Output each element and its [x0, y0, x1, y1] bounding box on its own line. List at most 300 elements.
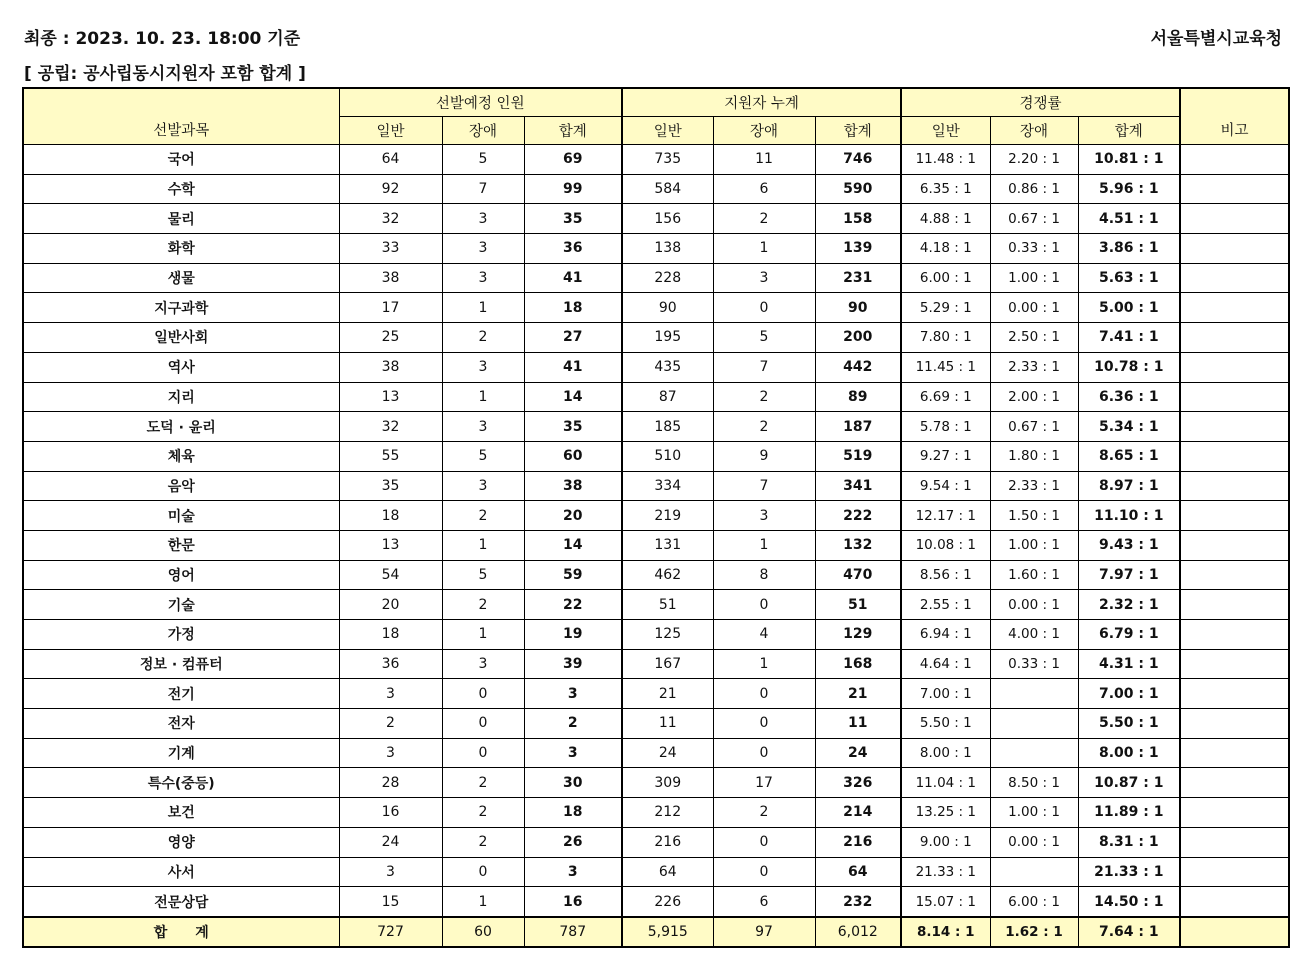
applicants-general-cell: 90 [622, 293, 713, 323]
table-row [23, 857, 1289, 887]
quota-disabled-cell: 1 [442, 530, 524, 560]
ratio-general-cell: 6.00 : 1 [901, 263, 990, 293]
quota-general-cell: 15 [339, 887, 442, 917]
note-cell [1180, 293, 1289, 323]
table-row [23, 620, 1289, 650]
applicants-total-cell: 231 [815, 263, 901, 293]
ratio-disabled-cell: 1.00 : 1 [990, 263, 1078, 293]
applicants-total-cell: 187 [815, 412, 901, 442]
quota-general-cell: 3 [339, 679, 442, 709]
table-row [23, 887, 1289, 917]
table-row [23, 174, 1289, 204]
ratio-general-cell: 8.56 : 1 [901, 560, 990, 590]
quota-general-cell: 25 [339, 323, 442, 353]
quota-general-cell: 16 [339, 798, 442, 828]
applicants-disabled-cell: 3 [713, 501, 815, 531]
applicants-total-cell: 168 [815, 649, 901, 679]
quota-total-cell: 18 [524, 293, 622, 323]
ratio-disabled-cell: 2.33 : 1 [990, 471, 1078, 501]
applicants-general-cell: 138 [622, 234, 713, 264]
ratio-disabled-cell: 0.67 : 1 [990, 412, 1078, 442]
applicants-total-cell: 90 [815, 293, 901, 323]
ratio-general-cell: 5.50 : 1 [901, 709, 990, 739]
ratio-general-cell: 7.00 : 1 [901, 679, 990, 709]
applicants-disabled-cell: 1 [713, 234, 815, 264]
ratio-total-cell: 7.00 : 1 [1078, 679, 1180, 709]
col-header-note: 비고 [1180, 88, 1289, 145]
col-header-quota-general: 일반 [339, 117, 442, 145]
subject-cell: 일반사회 [23, 323, 339, 353]
quota-total-cell: 27 [524, 323, 622, 353]
ratio-disabled-cell [990, 857, 1078, 887]
subject-cell: 특수(중등) [23, 768, 339, 798]
table-row [23, 798, 1289, 828]
applicants-total-cell: 11 [815, 709, 901, 739]
note-cell [1180, 768, 1289, 798]
quota-disabled-cell: 0 [442, 679, 524, 709]
quota-disabled-cell: 5 [442, 560, 524, 590]
quota-total-cell: 35 [524, 204, 622, 234]
applicants-total-cell: 216 [815, 827, 901, 857]
applicants-total-cell: 470 [815, 560, 901, 590]
col-header-quota-total: 합계 [524, 117, 622, 145]
ratio-general-cell: 5.78 : 1 [901, 412, 990, 442]
note-cell [1180, 798, 1289, 828]
ratio-total-cell: 5.50 : 1 [1078, 709, 1180, 739]
total-quota-disabled-cell: 60 [442, 917, 524, 947]
note-cell [1180, 530, 1289, 560]
applicants-general-cell: 735 [622, 145, 713, 175]
applicants-disabled-cell: 0 [713, 293, 815, 323]
ratio-total-cell: 10.81 : 1 [1078, 145, 1180, 175]
col-header-quota-disabled: 장애 [442, 117, 524, 145]
quota-disabled-cell: 2 [442, 798, 524, 828]
note-cell [1180, 827, 1289, 857]
quota-disabled-cell: 0 [442, 738, 524, 768]
ratio-general-cell: 6.94 : 1 [901, 620, 990, 650]
quota-general-cell: 13 [339, 382, 442, 412]
note-cell [1180, 263, 1289, 293]
note-cell [1180, 323, 1289, 353]
ratio-total-cell: 10.78 : 1 [1078, 352, 1180, 382]
applicants-general-cell: 212 [622, 798, 713, 828]
quota-disabled-cell: 7 [442, 174, 524, 204]
subject-cell: 물리 [23, 204, 339, 234]
quota-disabled-cell: 3 [442, 412, 524, 442]
ratio-total-cell: 11.10 : 1 [1078, 501, 1180, 531]
table-row [23, 293, 1289, 323]
applicants-general-cell: 51 [622, 590, 713, 620]
quota-general-cell: 38 [339, 263, 442, 293]
subject-cell: 생물 [23, 263, 339, 293]
ratio-total-cell: 6.36 : 1 [1078, 382, 1180, 412]
ratio-general-cell: 7.80 : 1 [901, 323, 990, 353]
ratio-total-cell: 14.50 : 1 [1078, 887, 1180, 917]
table-row [23, 560, 1289, 590]
applicants-disabled-cell: 9 [713, 441, 815, 471]
ratio-disabled-cell: 0.67 : 1 [990, 204, 1078, 234]
ratio-total-cell: 8.00 : 1 [1078, 738, 1180, 768]
applicants-general-cell: 309 [622, 768, 713, 798]
subject-cell: 수학 [23, 174, 339, 204]
ratio-disabled-cell: 8.50 : 1 [990, 768, 1078, 798]
table-row [23, 412, 1289, 442]
quota-disabled-cell: 3 [442, 234, 524, 264]
ratio-disabled-cell: 2.20 : 1 [990, 145, 1078, 175]
applicants-general-cell: 21 [622, 679, 713, 709]
note-cell [1180, 590, 1289, 620]
ratio-total-cell: 7.41 : 1 [1078, 323, 1180, 353]
applicants-total-cell: 341 [815, 471, 901, 501]
applicants-disabled-cell: 6 [713, 174, 815, 204]
quota-disabled-cell: 2 [442, 501, 524, 531]
note-cell [1180, 174, 1289, 204]
applicants-total-cell: 21 [815, 679, 901, 709]
ratio-total-cell: 4.31 : 1 [1078, 649, 1180, 679]
quota-general-cell: 55 [339, 441, 442, 471]
note-cell [1180, 887, 1289, 917]
applicants-general-cell: 216 [622, 827, 713, 857]
competition-rate-table [22, 87, 1290, 948]
applicants-total-cell: 139 [815, 234, 901, 264]
quota-disabled-cell: 2 [442, 768, 524, 798]
note-cell [1180, 857, 1289, 887]
quota-total-cell: 16 [524, 887, 622, 917]
quota-total-cell: 2 [524, 709, 622, 739]
applicants-total-cell: 51 [815, 590, 901, 620]
subject-cell: 지리 [23, 382, 339, 412]
applicants-general-cell: 334 [622, 471, 713, 501]
table-row [23, 649, 1289, 679]
ratio-total-cell: 21.33 : 1 [1078, 857, 1180, 887]
total-ratio-total-cell: 7.64 : 1 [1078, 917, 1180, 947]
table-row [23, 204, 1289, 234]
applicants-general-cell: 87 [622, 382, 713, 412]
applicants-general-cell: 510 [622, 441, 713, 471]
col-header-applicants-general: 일반 [622, 117, 713, 145]
note-cell [1180, 560, 1289, 590]
subject-cell: 지구과학 [23, 293, 339, 323]
applicants-total-cell: 232 [815, 887, 901, 917]
table-row [23, 709, 1289, 739]
subject-cell: 도덕 · 윤리 [23, 412, 339, 442]
ratio-total-cell: 8.31 : 1 [1078, 827, 1180, 857]
applicants-general-cell: 125 [622, 620, 713, 650]
subject-cell: 전문상담 [23, 887, 339, 917]
quota-general-cell: 38 [339, 352, 442, 382]
applicants-disabled-cell: 7 [713, 352, 815, 382]
quota-general-cell: 33 [339, 234, 442, 264]
col-header-applicants-disabled: 장애 [713, 117, 815, 145]
applicants-disabled-cell: 6 [713, 887, 815, 917]
quota-total-cell: 60 [524, 441, 622, 471]
quota-general-cell: 24 [339, 827, 442, 857]
quota-disabled-cell: 3 [442, 649, 524, 679]
applicants-general-cell: 185 [622, 412, 713, 442]
quota-general-cell: 2 [339, 709, 442, 739]
quota-disabled-cell: 2 [442, 827, 524, 857]
quota-general-cell: 20 [339, 590, 442, 620]
quota-general-cell: 64 [339, 145, 442, 175]
note-cell [1180, 679, 1289, 709]
quota-disabled-cell: 3 [442, 352, 524, 382]
total-applicants-general-cell: 5,915 [622, 917, 713, 947]
applicants-general-cell: 156 [622, 204, 713, 234]
quota-total-cell: 18 [524, 798, 622, 828]
applicants-general-cell: 219 [622, 501, 713, 531]
table-row [23, 323, 1289, 353]
ratio-general-cell: 9.27 : 1 [901, 441, 990, 471]
col-header-ratio-disabled: 장애 [990, 117, 1078, 145]
col-header-ratio-general: 일반 [901, 117, 990, 145]
applicants-general-cell: 24 [622, 738, 713, 768]
ratio-disabled-cell: 0.00 : 1 [990, 827, 1078, 857]
note-cell [1180, 649, 1289, 679]
ratio-total-cell: 5.63 : 1 [1078, 263, 1180, 293]
quota-total-cell: 35 [524, 412, 622, 442]
applicants-general-cell: 167 [622, 649, 713, 679]
quota-disabled-cell: 5 [442, 145, 524, 175]
applicants-total-cell: 590 [815, 174, 901, 204]
applicants-disabled-cell: 3 [713, 263, 815, 293]
quota-total-cell: 26 [524, 827, 622, 857]
subject-cell: 기술 [23, 590, 339, 620]
subject-cell: 전기 [23, 679, 339, 709]
applicants-general-cell: 64 [622, 857, 713, 887]
table-row [23, 590, 1289, 620]
total-ratio-general-cell: 8.14 : 1 [901, 917, 990, 947]
quota-total-cell: 59 [524, 560, 622, 590]
table-subtitle: [ 공립: 공사립동시지원자 포함 합계 ] [24, 64, 306, 84]
ratio-general-cell: 21.33 : 1 [901, 857, 990, 887]
ratio-total-cell: 2.32 : 1 [1078, 590, 1180, 620]
ratio-general-cell: 4.18 : 1 [901, 234, 990, 264]
total-quota-general-cell: 727 [339, 917, 442, 947]
applicants-disabled-cell: 7 [713, 471, 815, 501]
total-quota-total-cell: 787 [524, 917, 622, 947]
quota-total-cell: 3 [524, 857, 622, 887]
ratio-total-cell: 5.96 : 1 [1078, 174, 1180, 204]
applicants-disabled-cell: 0 [713, 857, 815, 887]
applicants-total-cell: 24 [815, 738, 901, 768]
quota-general-cell: 36 [339, 649, 442, 679]
ratio-general-cell: 5.29 : 1 [901, 293, 990, 323]
ratio-total-cell: 3.86 : 1 [1078, 234, 1180, 264]
quota-total-cell: 14 [524, 382, 622, 412]
subject-cell: 정보 · 컴퓨터 [23, 649, 339, 679]
status-text: 최종 : 2023. 10. 23. 18:00 기준 [24, 29, 301, 49]
applicants-total-cell: 519 [815, 441, 901, 471]
ratio-total-cell: 6.79 : 1 [1078, 620, 1180, 650]
note-cell [1180, 441, 1289, 471]
applicants-disabled-cell: 2 [713, 798, 815, 828]
subject-cell: 한문 [23, 530, 339, 560]
total-row [23, 917, 1289, 947]
quota-general-cell: 35 [339, 471, 442, 501]
quota-total-cell: 3 [524, 738, 622, 768]
subject-cell: 영어 [23, 560, 339, 590]
ratio-disabled-cell: 2.50 : 1 [990, 323, 1078, 353]
ratio-general-cell: 8.00 : 1 [901, 738, 990, 768]
applicants-disabled-cell: 2 [713, 412, 815, 442]
ratio-disabled-cell: 1.50 : 1 [990, 501, 1078, 531]
applicants-total-cell: 89 [815, 382, 901, 412]
subject-cell: 음악 [23, 471, 339, 501]
ratio-general-cell: 11.45 : 1 [901, 352, 990, 382]
ratio-total-cell: 8.97 : 1 [1078, 471, 1180, 501]
applicants-total-cell: 64 [815, 857, 901, 887]
col-group-applicants: 지원자 누계 [622, 88, 901, 117]
ratio-general-cell: 11.04 : 1 [901, 768, 990, 798]
ratio-disabled-cell [990, 738, 1078, 768]
ratio-general-cell: 9.00 : 1 [901, 827, 990, 857]
quota-total-cell: 38 [524, 471, 622, 501]
subject-cell: 미술 [23, 501, 339, 531]
table-row [23, 827, 1289, 857]
subject-cell: 기계 [23, 738, 339, 768]
total-applicants-total-cell: 6,012 [815, 917, 901, 947]
ratio-total-cell: 4.51 : 1 [1078, 204, 1180, 234]
table-row [23, 471, 1289, 501]
quota-disabled-cell: 5 [442, 441, 524, 471]
ratio-disabled-cell [990, 679, 1078, 709]
applicants-disabled-cell: 0 [713, 709, 815, 739]
table-row [23, 679, 1289, 709]
ratio-disabled-cell: 0.33 : 1 [990, 649, 1078, 679]
table-row [23, 382, 1289, 412]
ratio-general-cell: 13.25 : 1 [901, 798, 990, 828]
applicants-disabled-cell: 0 [713, 738, 815, 768]
quota-general-cell: 18 [339, 501, 442, 531]
subject-cell: 국어 [23, 145, 339, 175]
total-applicants-disabled-cell: 97 [713, 917, 815, 947]
quota-total-cell: 39 [524, 649, 622, 679]
applicants-disabled-cell: 8 [713, 560, 815, 590]
quota-total-cell: 14 [524, 530, 622, 560]
quota-general-cell: 13 [339, 530, 442, 560]
ratio-disabled-cell: 0.00 : 1 [990, 293, 1078, 323]
applicants-general-cell: 584 [622, 174, 713, 204]
applicants-disabled-cell: 2 [713, 204, 815, 234]
applicants-total-cell: 326 [815, 768, 901, 798]
ratio-general-cell: 4.64 : 1 [901, 649, 990, 679]
applicants-general-cell: 11 [622, 709, 713, 739]
ratio-total-cell: 10.87 : 1 [1078, 768, 1180, 798]
subject-cell: 전자 [23, 709, 339, 739]
applicants-total-cell: 132 [815, 530, 901, 560]
quota-general-cell: 92 [339, 174, 442, 204]
ratio-disabled-cell [990, 709, 1078, 739]
col-group-quota: 선발예정 인원 [339, 88, 622, 117]
applicants-general-cell: 195 [622, 323, 713, 353]
subject-cell: 화학 [23, 234, 339, 264]
note-cell [1180, 709, 1289, 739]
total-note-cell [1180, 917, 1289, 947]
applicants-disabled-cell: 4 [713, 620, 815, 650]
ratio-disabled-cell: 1.00 : 1 [990, 798, 1078, 828]
subject-cell: 영양 [23, 827, 339, 857]
applicants-total-cell: 222 [815, 501, 901, 531]
ratio-disabled-cell: 0.86 : 1 [990, 174, 1078, 204]
applicants-disabled-cell: 1 [713, 649, 815, 679]
total-ratio-disabled-cell: 1.62 : 1 [990, 917, 1078, 947]
applicants-general-cell: 435 [622, 352, 713, 382]
applicants-general-cell: 228 [622, 263, 713, 293]
quota-general-cell: 18 [339, 620, 442, 650]
ratio-disabled-cell: 2.33 : 1 [990, 352, 1078, 382]
quota-general-cell: 3 [339, 857, 442, 887]
quota-general-cell: 17 [339, 293, 442, 323]
applicants-total-cell: 442 [815, 352, 901, 382]
ratio-total-cell: 5.00 : 1 [1078, 293, 1180, 323]
quota-general-cell: 54 [339, 560, 442, 590]
ratio-disabled-cell: 0.33 : 1 [990, 234, 1078, 264]
quota-total-cell: 19 [524, 620, 622, 650]
ratio-disabled-cell: 0.00 : 1 [990, 590, 1078, 620]
note-cell [1180, 471, 1289, 501]
applicants-disabled-cell: 0 [713, 827, 815, 857]
quota-general-cell: 28 [339, 768, 442, 798]
table-row [23, 768, 1289, 798]
quota-disabled-cell: 1 [442, 382, 524, 412]
quota-total-cell: 3 [524, 679, 622, 709]
applicants-disabled-cell: 17 [713, 768, 815, 798]
ratio-disabled-cell: 6.00 : 1 [990, 887, 1078, 917]
ratio-total-cell: 8.65 : 1 [1078, 441, 1180, 471]
quota-total-cell: 30 [524, 768, 622, 798]
note-cell [1180, 234, 1289, 264]
ratio-total-cell: 5.34 : 1 [1078, 412, 1180, 442]
quota-disabled-cell: 3 [442, 204, 524, 234]
subject-cell: 가정 [23, 620, 339, 650]
applicants-disabled-cell: 0 [713, 590, 815, 620]
col-header-ratio-total: 합계 [1078, 117, 1180, 145]
quota-disabled-cell: 2 [442, 323, 524, 353]
ratio-general-cell: 2.55 : 1 [901, 590, 990, 620]
applicants-disabled-cell: 2 [713, 382, 815, 412]
applicants-total-cell: 746 [815, 145, 901, 175]
table-row [23, 263, 1289, 293]
quota-disabled-cell: 0 [442, 857, 524, 887]
ratio-total-cell: 9.43 : 1 [1078, 530, 1180, 560]
ratio-general-cell: 9.54 : 1 [901, 471, 990, 501]
applicants-total-cell: 158 [815, 204, 901, 234]
subject-cell: 역사 [23, 352, 339, 382]
note-cell [1180, 738, 1289, 768]
col-header-applicants-total: 합계 [815, 117, 901, 145]
quota-general-cell: 3 [339, 738, 442, 768]
note-cell [1180, 145, 1289, 175]
organization-name: 서울특별시교육청 [1150, 29, 1282, 49]
quota-disabled-cell: 0 [442, 709, 524, 739]
applicants-general-cell: 462 [622, 560, 713, 590]
quota-total-cell: 41 [524, 263, 622, 293]
quota-disabled-cell: 2 [442, 590, 524, 620]
quota-total-cell: 22 [524, 590, 622, 620]
applicants-disabled-cell: 11 [713, 145, 815, 175]
quota-general-cell: 32 [339, 412, 442, 442]
table-row [23, 530, 1289, 560]
ratio-general-cell: 6.69 : 1 [901, 382, 990, 412]
ratio-general-cell: 15.07 : 1 [901, 887, 990, 917]
ratio-disabled-cell: 1.00 : 1 [990, 530, 1078, 560]
ratio-total-cell: 11.89 : 1 [1078, 798, 1180, 828]
subject-cell: 보건 [23, 798, 339, 828]
applicants-general-cell: 131 [622, 530, 713, 560]
ratio-general-cell: 12.17 : 1 [901, 501, 990, 531]
quota-disabled-cell: 1 [442, 887, 524, 917]
quota-total-cell: 69 [524, 145, 622, 175]
